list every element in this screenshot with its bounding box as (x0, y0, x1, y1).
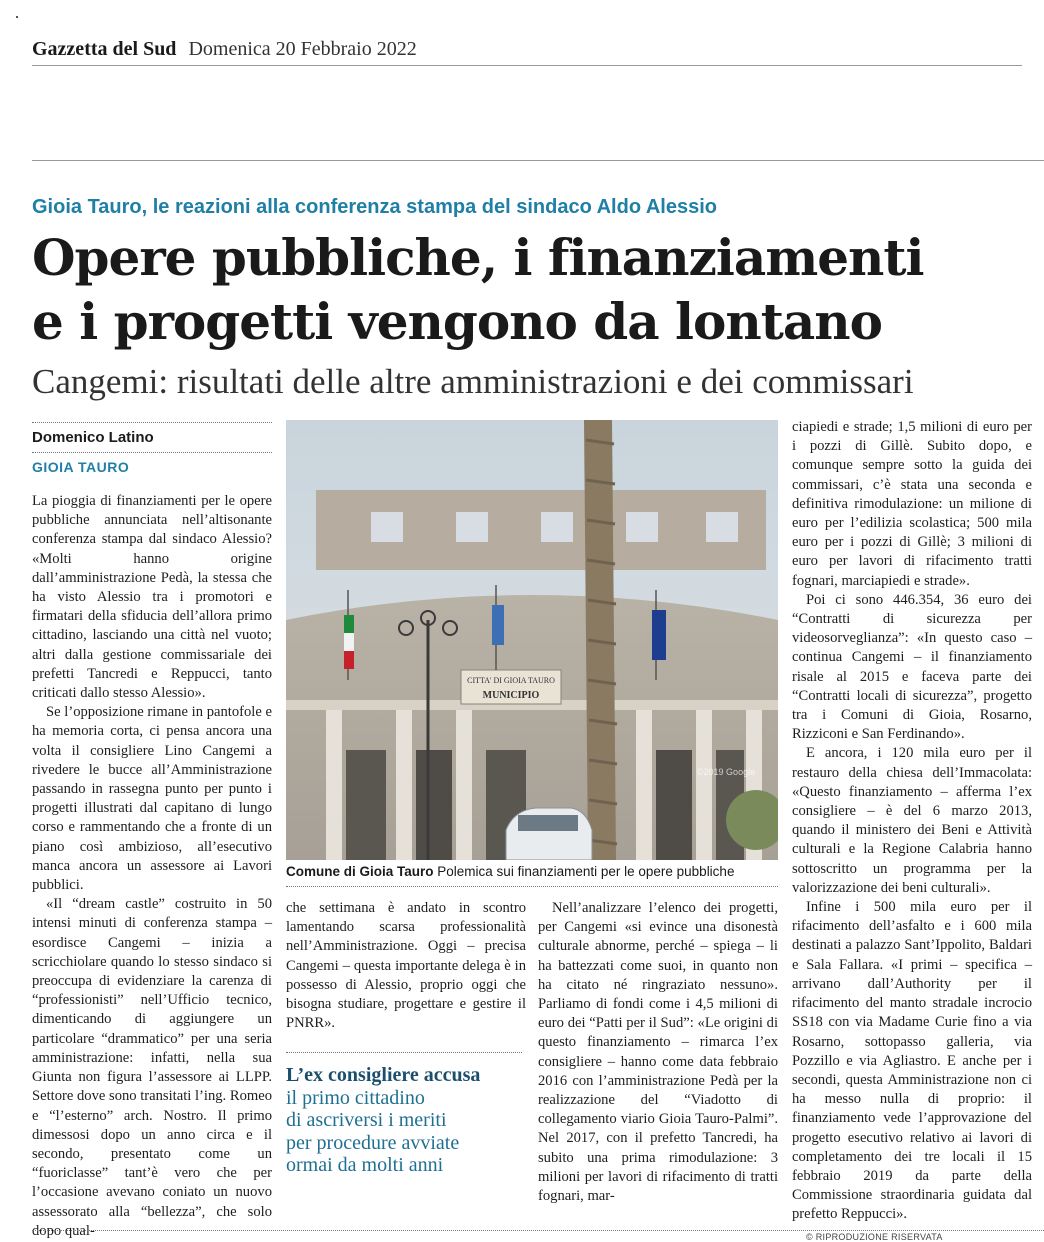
byline-block (32, 422, 272, 481)
town-hall-photo (286, 420, 778, 860)
corner-dot (16, 16, 18, 18)
bottom-rule (32, 1230, 1044, 1231)
photo-watermark: ©2019 Google (696, 767, 756, 777)
pull-quote-line: ormai da molti anni (286, 1154, 444, 1176)
column-1 (32, 492, 272, 1241)
masthead (32, 38, 1022, 66)
paragraph: E ancora, i 120 mila euro per il restauro della chiesa dell’Immacolata: «Questo finanziamento – afferma l’ex consigliere – è del 6 marzo 2013, quando il ministero dei Beni e Attività culturali e la Regione Calabria hanno sottoscritto un programma per la valorizzazione dei beni culturali». (792, 745, 1032, 896)
headline-line-2: e i progetti vengono da lontano (32, 292, 882, 351)
paragraph: Se l’opposizione rimane in pantofole e ha memoria corta, ci pensa ancora una volta il consigliere Lino Cangemi a rivedere le bucce all’Amministrazione passando in rassegna punto per punto i progetti illustrati dal capitano di lungo corso e rammentando che a fronte di un piano così ambizioso, all’esecutivo manca ancora un assessore ai Lavori pubblici. (32, 704, 272, 894)
copyright-notice: © RIPRODUZIONE RISERVATA (806, 1231, 943, 1242)
article-headline (32, 226, 1032, 354)
paragraph: Infine i 500 mila euro per il rifacimento dell’asfalto e i 600 mila destinati a palazzo Sant’Ippolito, Baldari e Sala Fallara. «I primi – specifica – arrivano dall’Authority per il rifacimento del manto stradale incrocio SS18 con via Madame Curie fino a via Rosarno, sottopasso galleria, via Pozzillo e via Agliastro. E anche per i secondi, questa Amministrazione non ci ha messo nulla di proprio: il finanziamento vede l’approvazione del progetto esecutivo relativo ai lavori di completamento dei tre locali il 15 febbraio 2019 da parte della Commissione straordinaria guidata dal prefetto Reppucci». (792, 899, 1032, 1223)
column-2 (286, 899, 526, 1033)
paragraph: che settimana è andato in scontro lamentando scarsa professionalità nell’Amministrazione. Oggi – precisa Cangemi – questa importante delega è in possesso di Alessio, proprio oggi che bisogna studiare, progettare e gestire il PNRR». (286, 900, 526, 1032)
caption-bold: Comune di Gioia Tauro (286, 864, 434, 879)
column-3 (538, 899, 778, 1206)
pull-quote (286, 1052, 526, 1188)
column-4 (792, 418, 1032, 1242)
paragraph: ciapiedi e strade; 1,5 milioni di euro per i pozzi di Gillè. Subito dopo, e comunque sempre sotto la guida dei commissari, c’è stata una seconda e definitiva rimodulazione: un milione di euro per l’edilizia scolastica; 500 mila euro per i pozzi di Gillè; 3 milioni di euro per lavori di rifacimento tratti fognari, marciapiedi e strade». (792, 419, 1032, 589)
paragraph: Nell’analizzare l’elenco dei progetti, per Cangemi «si evince una disonestà culturale abnorme, perché – spiega – li ha battezzati come suoi, in quanto non ha citato né ringraziato nessuno». Parliamo di fondi come i 4,5 milioni di euro dei “Patti per il Sud”: «Le origini di questo finanziamento – rimarca l’ex consigliere – hanno come data febbraio 2016 con l’amministrazione Pedà per la realizzazione del “Viadotto di collegamento viario Gioia Tauro-Palmi”. Nel 2017, con il prefetto Tancredi, ha subito una prima rimodulazione: 3 milioni per lavori di rifacimento di tratti fognari, mar- (538, 900, 778, 1205)
sign-line-2: MUNICIPIO (482, 690, 540, 701)
caption-text: Polemica sui finanziamenti per le opere pubbliche (437, 864, 735, 879)
paragraph: «Il “dream castle” costruito in 50 intensi minuti di conferenza stampa – esordisce Cangemi – inizia a scricchiolare quando lo stesso sindaco si preoccupa di evidenziare la carenza di “professionisti” nell’Ufficio tecnico, dimenticando di aggiungere un particolare “drammatico” per una seria amministrazione: infatti, nella sua Giunta non figura l’assessore ai LLPP. Settore dove sono transitati l’ing. Romeo e “l’esterno” arch. Nostro. Il primo dimessosi dopo un anno circa e il secondo, presentato come un “fuoriclasse” tant’è vero che per l’occasione avevano coniato un nuovo assessorato alla “bellezza”, che solo dopo qual- (32, 896, 272, 1239)
caption-rule (286, 886, 778, 887)
sign-line-1: CITTA' DI GIOIA TAURO (467, 676, 555, 685)
paragraph: Poi ci sono 446.354, 36 euro dei “Contratti di sicurezza per videosorveglianza”: «In questo caso – continua Cangemi – il finanziamento risale al 2015 e faceva parte dei “Contratti locali di sicurezza”, progetto tra i Comuni di Gioia, Rosarno, Rizziconi e San Ferdinando». (792, 591, 1032, 743)
pull-quote-line: per procedure avviate (286, 1131, 460, 1154)
pull-quote-line: di ascriversi i meriti (286, 1109, 447, 1131)
pull-quote-line: il primo cittadino (286, 1086, 425, 1109)
headline-line-1: Opere pubbliche, i finanziamenti (32, 228, 924, 287)
photo-illustration (286, 420, 778, 860)
photo-caption (286, 864, 778, 879)
article-kicker: Gioia Tauro, le reazioni alla conferenza stampa del sindaco Aldo Alessio (32, 196, 717, 218)
issue-date: Domenica 20 Febbraio 2022 (188, 38, 417, 60)
paragraph: La pioggia di finanziamenti per le opere pubbliche annunciata nell’altisonante conferenza stampa dal sindaco Alessio? «Molti hanno origine dall’amministrazione Pedà, la stessa che ha visto Alessio tra i promotori e firmatari della sfiducia dell’allora primo cittadino, lasciando una città nel vuoto; altri dalla gestione commissariale dei prefetti Tancredi e Reppucci, tanto criticati dallo stesso Alessio». (32, 493, 272, 702)
article-subhead: Cangemi: risultati delle altre amministrazioni e dei commissari (32, 362, 914, 401)
top-rule (32, 160, 1044, 161)
newspaper-name: Gazzetta del Sud (32, 38, 177, 60)
pull-quote-line: L’ex consigliere accusa (286, 1064, 481, 1086)
dateline: GIOIA TAURO (32, 459, 130, 475)
author-name: Domenico Latino (32, 429, 154, 446)
